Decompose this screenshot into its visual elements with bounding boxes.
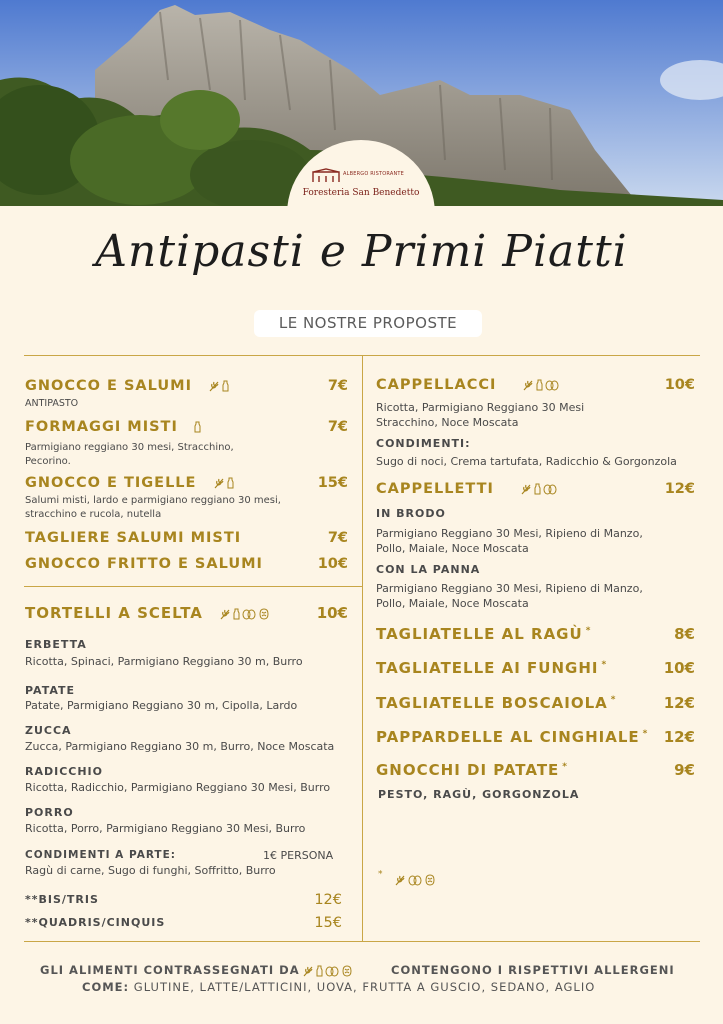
desc-gnocco-tigelle: Salumi misti, lardo e parmigiano reggiano 30 mesi, stracchino e rucola, nutella (25, 495, 281, 520)
wheat-icon (520, 483, 532, 495)
allergen-icons (213, 475, 236, 491)
logo-subtitle: ALBERGO RISTORANTE (343, 171, 405, 177)
egg-icon (545, 379, 559, 391)
footer-text-b: CONTENGONO I RISPETTIVI ALLERGENI (391, 963, 675, 977)
milk-icon (194, 421, 201, 433)
milk-icon (536, 379, 543, 391)
allergen-icons (394, 869, 438, 888)
wheat-icon (219, 608, 231, 620)
dish-name: TAGLIATELLE BOSCAIOLA (376, 694, 608, 712)
cappellacci-condimenti-desc: Sugo di noci, Crema tartufata, Radicchio & Gorgonzola (376, 455, 677, 468)
allergen-icons (522, 377, 561, 393)
dish-name: FORMAGGI MISTI (25, 419, 178, 435)
desc-formaggi-misti: Parmigiano reggiano 30 mesi, Stracchino, Pecorino. (25, 442, 234, 467)
egg-icon (543, 483, 557, 495)
legend-mark (378, 868, 438, 888)
nut-icon (424, 874, 436, 886)
milk-icon (316, 965, 323, 977)
price-formaggi-misti: 7€ (327, 419, 348, 435)
tortelli-zucca: ZUCCA (25, 724, 72, 737)
wheat-icon (213, 477, 225, 489)
dish-gnocchi-patate (376, 761, 568, 779)
dish-tagliatelle-ragu (376, 625, 591, 643)
page-subtitle: LE NOSTRE PROPOSTE (254, 310, 482, 337)
star-mark: * (642, 729, 649, 739)
price-gnocco-salumi: 7€ (327, 378, 348, 394)
tortelli-radicchio-desc: Ricotta, Radicchio, Parmigiano Reggiano 30 Mesi, Burro (25, 781, 331, 794)
tortelli-zucca-desc: Zucca, Parmigiano Reggiano 30 m, Burro, Noce Moscata (25, 740, 335, 753)
price-gnocco-tigelle: 15€ (317, 475, 348, 491)
dish-name: PAPPARDELLE AL CINGHIALE (376, 728, 640, 746)
bis-tris-label: **BIS/TRIS (25, 893, 99, 906)
dish-gnocco-fritto: GNOCCO FRITTO E SALUMI (25, 556, 263, 572)
milk-icon (233, 608, 240, 620)
wheat-icon (208, 380, 220, 392)
cappelletti-panna-desc: Parmigiano Reggiano 30 Mesi, Ripieno di Manzo, Pollo, Maiale, Noce Moscata (376, 582, 643, 610)
star-mark: * (562, 762, 569, 772)
condimenti-a-parte-price: 1€ PERSONA (263, 849, 334, 862)
dish-gnocco-tigelle (25, 475, 236, 491)
allergen-icons (302, 964, 355, 978)
dish-name: GNOCCO E SALUMI (25, 378, 192, 394)
price-tagliatelle-ragu: 8€ (674, 625, 695, 643)
logo-name: Foresteria San Benedetto (302, 188, 420, 198)
nut-icon (258, 608, 270, 620)
wheat-icon (394, 874, 406, 886)
bottom-divider (24, 941, 700, 942)
dish-name: TORTELLI A SCELTA (25, 604, 203, 622)
price-tagliatelle-boscaiola: 12€ (663, 694, 695, 712)
tortelli-erbetta-desc: Ricotta, Spinaci, Parmigiano Reggiano 30 m, Burro (25, 655, 303, 668)
milk-icon (534, 483, 541, 495)
page-title: Antipasti e Primi Piatti (95, 226, 628, 277)
desc-gnocco-salumi: ANTIPASTO (25, 398, 79, 409)
cappelletti-panna-label: CON LA PANNA (376, 563, 481, 576)
gnocchi-sauces: PESTO, RAGÙ, GORGONZOLA (378, 788, 580, 801)
left-mid-divider (24, 586, 362, 587)
footer-allergens: GLUTINE, LATTE/LATTICINI, UOVA, FRUTTA A GUSCIO, SEDANO, AGLIO (133, 980, 596, 994)
milk-icon (227, 477, 234, 489)
egg-icon (325, 965, 339, 977)
nut-icon (341, 965, 353, 977)
tortelli-porro-desc: Ricotta, Porro, Parmigiano Reggiano 30 Mesi, Burro (25, 822, 306, 835)
dish-tagliere-salumi: TAGLIERE SALUMI MISTI (25, 530, 242, 546)
allergen-icons (219, 605, 272, 623)
price-tagliere-salumi: 7€ (327, 530, 348, 546)
footer-label: COME: (82, 980, 130, 994)
dish-tortelli (25, 604, 272, 623)
dish-cappelletti (376, 481, 559, 497)
tortelli-erbetta: ERBETTA (25, 638, 87, 651)
price-gnocchi-patate: 9€ (674, 761, 695, 779)
egg-icon (408, 874, 422, 886)
allergen-icons (208, 378, 231, 394)
condimenti-a-parte-label: CONDIMENTI A PARTE: (25, 849, 176, 861)
dish-pappardelle-cinghiale (376, 728, 648, 746)
allergen-icons (194, 419, 203, 435)
dish-gnocco-salumi (25, 378, 231, 394)
price-cappelletti: 12€ (664, 481, 695, 497)
dish-name: CAPPELLETTI (376, 481, 494, 497)
cappelletti-brodo-label: IN BRODO (376, 507, 446, 520)
column-divider (362, 355, 363, 941)
footer-line-2 (82, 980, 595, 994)
price-gnocco-fritto: 10€ (317, 556, 348, 572)
cappelletti-brodo-desc: Parmigiano Reggiano 30 Mesi, Ripieno di Manzo, Pollo, Maiale, Noce Moscata (376, 527, 643, 555)
dish-tagliatelle-boscaiola (376, 694, 616, 712)
footer-line-1 (40, 963, 355, 978)
wheat-icon (522, 379, 534, 391)
dish-name: GNOCCHI DI PATATE (376, 761, 560, 779)
dish-name: TAGLIATELLE AI FUNGHI (376, 659, 599, 677)
desc-cappellacci: Ricotta, Parmigiano Reggiano 30 Mesi Stracchino, Noce Moscata (376, 401, 585, 429)
wheat-icon (302, 965, 314, 977)
tortelli-patate: PATATE (25, 684, 76, 697)
tortelli-porro: PORRO (25, 806, 74, 819)
cappellacci-condimenti-label: CONDIMENTI: (376, 437, 471, 450)
quadris-cinquis-price: 15€ (314, 915, 342, 931)
price-pappardelle-cinghiale: 12€ (663, 728, 695, 746)
price-tortelli: 10€ (316, 604, 348, 622)
dish-formaggi-misti (25, 419, 203, 435)
dish-name: GNOCCO E TIGELLE (25, 475, 197, 491)
price-tagliatelle-funghi: 10€ (663, 659, 695, 677)
allergen-icons (520, 481, 559, 497)
tortelli-patate-desc: Patate, Parmigiano Reggiano 30 m, Cipolla, Lardo (25, 699, 298, 712)
star-mark: * (610, 695, 617, 705)
dish-name: TAGLIATELLE AL RAGÙ (376, 625, 583, 643)
price-cappellacci: 10€ (664, 377, 695, 393)
egg-icon (242, 608, 256, 620)
milk-icon (222, 380, 229, 392)
footer-text-a: GLI ALIMENTI CONTRASSEGNATI DA (40, 963, 300, 977)
dish-tagliatelle-funghi (376, 659, 607, 677)
star-mark: * (378, 869, 383, 880)
star-mark: * (585, 626, 592, 636)
condimenti-a-parte-desc: Ragù di carne, Sugo di funghi, Soffritto, Burro (25, 864, 276, 877)
tortelli-radicchio: RADICCHIO (25, 765, 104, 778)
dish-name: CAPPELLACCI (376, 377, 497, 393)
hotel-logo-icon (311, 168, 341, 184)
star-mark: * (601, 660, 608, 670)
quadris-cinquis-label: **QUADRIS/CINQUIS (25, 916, 166, 929)
bis-tris-price: 12€ (314, 892, 342, 908)
dish-cappellacci (376, 377, 561, 393)
